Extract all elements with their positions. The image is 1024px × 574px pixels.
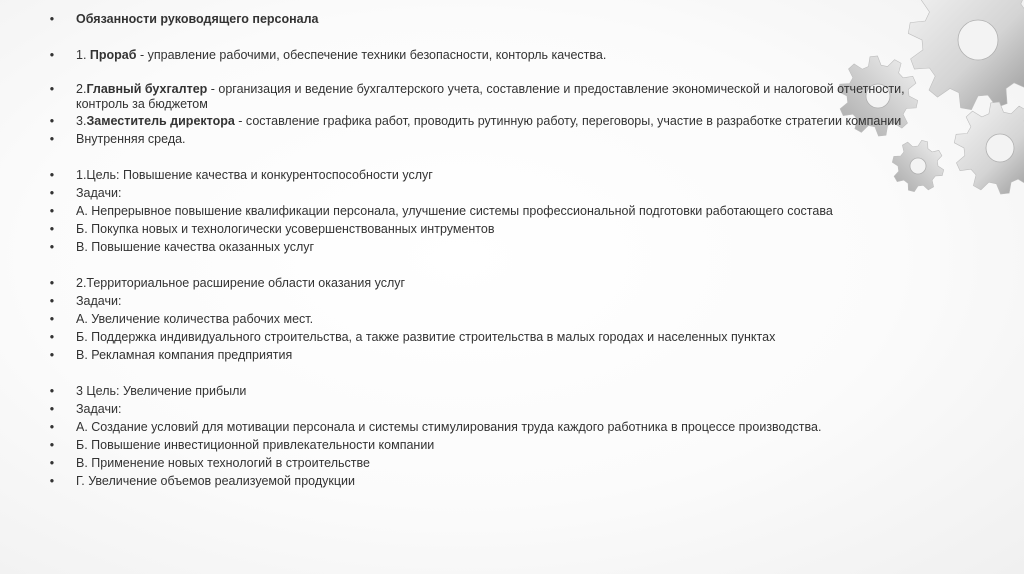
bullet-icon: • bbox=[49, 402, 55, 416]
item-number: 3. bbox=[76, 114, 87, 128]
item-text: Б. Поддержка индивидуального строительства, а также развитие строительства в малых городах и населенных пунктах bbox=[76, 330, 776, 344]
list-spacer bbox=[46, 28, 946, 46]
item-text: - управление рабочими, обеспечение техники безопасности, конторль качества. bbox=[136, 48, 607, 62]
list-item bbox=[46, 112, 946, 130]
item-text: - составление графика работ, проводить рутинную работу, переговоры, участие в разработке стратегии компании bbox=[234, 114, 902, 128]
bullet-icon: • bbox=[49, 186, 55, 200]
list-item bbox=[46, 436, 946, 454]
bullet-icon: • bbox=[49, 276, 55, 290]
bullet-icon: • bbox=[49, 48, 55, 62]
item-text: 3 Цель: Увеличение прибыли bbox=[76, 384, 247, 398]
bullet-icon: • bbox=[49, 82, 55, 96]
item-text: Задачи: bbox=[76, 402, 122, 416]
list-item bbox=[46, 382, 946, 400]
list-spacer bbox=[46, 256, 946, 274]
gear-right-icon-hole bbox=[986, 134, 1014, 162]
bullet-icon: • bbox=[49, 12, 55, 26]
list-item bbox=[46, 310, 946, 328]
item-text: 2.Территориальное расширение области оказания услуг bbox=[76, 276, 406, 290]
bullet-icon: • bbox=[49, 114, 55, 128]
item-text: А. Создание условий для мотивации персонала и системы стимулирования труда каждого работника в процессе производства. bbox=[76, 420, 822, 434]
list-item bbox=[46, 346, 946, 364]
item-text: Задачи: bbox=[76, 294, 122, 308]
item-title: Прораб bbox=[89, 48, 137, 62]
bullet-icon: • bbox=[49, 474, 55, 488]
bullet-icon: • bbox=[49, 222, 55, 236]
bullet-icon: • bbox=[49, 132, 55, 146]
bullet-icon: • bbox=[49, 456, 55, 470]
item-title: Обязанности руководящего персонала bbox=[76, 12, 319, 26]
item-text: - организация и ведение бухгалтерского учета, составление и предоставление экономической и налоговой отчетности, контроль за бюджетом bbox=[76, 82, 905, 111]
item-text: А. Непрерывное повышение квалификации персонала, улучшение системы профессиональной подготовки работающего состава bbox=[76, 204, 833, 218]
bullet-list bbox=[46, 10, 946, 490]
item-text: В. Применение новых технологий в строительстве bbox=[76, 456, 370, 470]
bullet-icon: • bbox=[49, 348, 55, 362]
item-text: 1.Цель: Повышение качества и конкурентоспособности услуг bbox=[76, 168, 433, 182]
item-text: А. Увеличение количества рабочих мест. bbox=[76, 312, 314, 326]
list-item bbox=[46, 418, 946, 436]
bullet-icon: • bbox=[49, 384, 55, 398]
gear-large-icon-hole bbox=[958, 20, 998, 60]
list-spacer bbox=[46, 148, 946, 166]
list-item bbox=[46, 202, 946, 220]
list-spacer bbox=[46, 364, 946, 382]
list-item bbox=[46, 220, 946, 238]
item-text: Б. Повышение инвестиционной привлекательности компании bbox=[76, 438, 435, 452]
item-text: Б. Покупка новых и технологически усовершенствованных интрументов bbox=[76, 222, 495, 236]
list-item bbox=[46, 10, 946, 28]
bullet-icon: • bbox=[49, 330, 55, 344]
item-text: В. Повышение качества оказанных услуг bbox=[76, 240, 315, 254]
list-spacer bbox=[46, 64, 946, 82]
item-text: Внутренняя среда. bbox=[76, 132, 186, 146]
list-item bbox=[46, 274, 946, 292]
list-item bbox=[46, 238, 946, 256]
item-text: Задачи: bbox=[76, 186, 122, 200]
item-title: Главный бухгалтер bbox=[86, 82, 208, 96]
list-item bbox=[46, 328, 946, 346]
bullet-icon: • bbox=[49, 204, 55, 218]
item-text: В. Рекламная компания предприятия bbox=[76, 348, 293, 362]
bullet-icon: • bbox=[49, 438, 55, 452]
item-title: Заместитель директора bbox=[86, 114, 235, 128]
list-item bbox=[46, 400, 946, 418]
bullet-icon: • bbox=[49, 168, 55, 182]
list-item bbox=[46, 184, 946, 202]
item-number: 1. bbox=[76, 48, 90, 62]
item-number: 2. bbox=[76, 82, 87, 96]
list-item bbox=[46, 82, 936, 112]
bullet-icon: • bbox=[49, 312, 55, 326]
list-item bbox=[46, 166, 946, 184]
bullet-icon: • bbox=[49, 294, 55, 308]
item-text: Г. Увеличение объемов реализуемой продукции bbox=[76, 474, 355, 488]
list-item bbox=[46, 454, 946, 472]
list-item bbox=[46, 46, 946, 64]
list-item bbox=[46, 292, 946, 310]
bullet-icon: • bbox=[49, 420, 55, 434]
list-item bbox=[46, 472, 946, 490]
list-item bbox=[46, 130, 946, 148]
bullet-icon: • bbox=[49, 240, 55, 254]
